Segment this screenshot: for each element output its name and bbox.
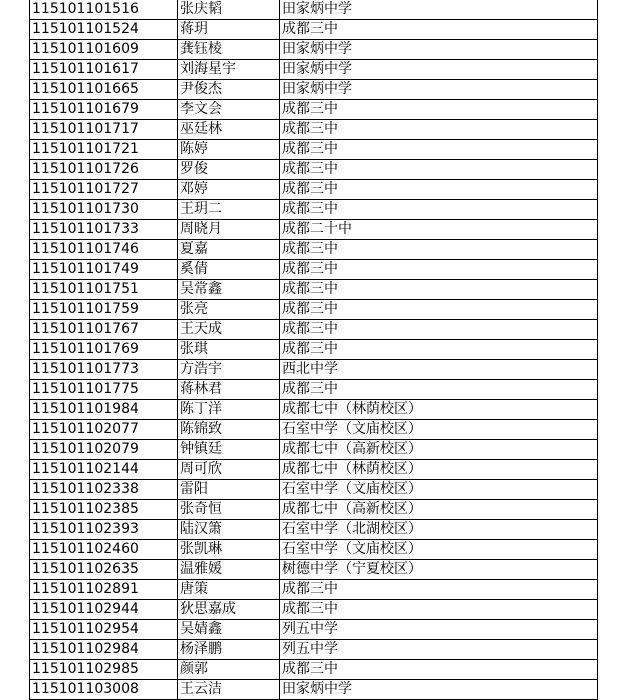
student-name-cell: 蒋林君 xyxy=(178,380,280,400)
table-row xyxy=(30,140,598,160)
school-name-cell: 列五中学 xyxy=(280,620,598,640)
table-row xyxy=(30,60,598,80)
table-row xyxy=(30,360,598,380)
student-name-cell: 张亮 xyxy=(178,300,280,320)
student-table-body xyxy=(30,0,598,700)
table-row xyxy=(30,180,598,200)
student-name-cell: 陈锦致 xyxy=(178,420,280,440)
table-row xyxy=(30,20,598,40)
school-name-cell: 成都三中 xyxy=(280,180,598,200)
exam-number-cell: 115101101769 xyxy=(30,340,178,360)
exam-number-cell: 115101101733 xyxy=(30,220,178,240)
school-name-cell: 成都七中（林荫校区） xyxy=(280,400,598,420)
table-row xyxy=(30,620,598,640)
school-name-cell: 成都三中 xyxy=(280,200,598,220)
student-name-cell: 雷阳 xyxy=(178,480,280,500)
student-name-cell: 周可欣 xyxy=(178,460,280,480)
school-name-cell: 田家炳中学 xyxy=(280,0,598,20)
student-table xyxy=(29,0,598,700)
exam-number-cell: 115101102954 xyxy=(30,620,178,640)
exam-number-cell: 115101102079 xyxy=(30,440,178,460)
exam-number-cell: 115101101516 xyxy=(30,0,178,20)
exam-number-cell: 115101102460 xyxy=(30,540,178,560)
student-name-cell: 颜郭 xyxy=(178,660,280,680)
student-name-cell: 张琪 xyxy=(178,340,280,360)
table-row xyxy=(30,500,598,520)
student-name-cell: 陈婷 xyxy=(178,140,280,160)
table-row xyxy=(30,600,598,620)
school-name-cell: 成都三中 xyxy=(280,240,598,260)
student-name-cell: 龚钰棱 xyxy=(178,40,280,60)
student-name-cell: 钟镇廷 xyxy=(178,440,280,460)
school-name-cell: 成都三中 xyxy=(280,20,598,40)
table-row xyxy=(30,660,598,680)
student-name-cell: 王云洁 xyxy=(178,680,280,700)
school-name-cell: 成都三中 xyxy=(280,160,598,180)
exam-number-cell: 115101102985 xyxy=(30,660,178,680)
table-row xyxy=(30,580,598,600)
student-name-cell: 杨泽鹏 xyxy=(178,640,280,660)
student-name-cell: 刘海星宇 xyxy=(178,60,280,80)
exam-number-cell: 115101101984 xyxy=(30,400,178,420)
exam-number-cell: 115101102144 xyxy=(30,460,178,480)
school-name-cell: 田家炳中学 xyxy=(280,40,598,60)
table-row xyxy=(30,340,598,360)
school-name-cell: 成都七中（林荫校区） xyxy=(280,460,598,480)
school-name-cell: 田家炳中学 xyxy=(280,60,598,80)
student-name-cell: 吴婧鑫 xyxy=(178,620,280,640)
table-row xyxy=(30,440,598,460)
table-row xyxy=(30,540,598,560)
exam-number-cell: 115101102635 xyxy=(30,560,178,580)
school-name-cell: 成都七中（高新校区） xyxy=(280,500,598,520)
school-name-cell: 石室中学（文庙校区） xyxy=(280,420,598,440)
exam-number-cell: 115101101767 xyxy=(30,320,178,340)
student-name-cell: 陆汉箫 xyxy=(178,520,280,540)
table-row xyxy=(30,160,598,180)
student-name-cell: 陈丁洋 xyxy=(178,400,280,420)
exam-number-cell: 115101102393 xyxy=(30,520,178,540)
school-name-cell: 成都三中 xyxy=(280,660,598,680)
table-row xyxy=(30,200,598,220)
table-row xyxy=(30,240,598,260)
exam-number-cell: 115101102077 xyxy=(30,420,178,440)
school-name-cell: 成都三中 xyxy=(280,600,598,620)
table-row xyxy=(30,380,598,400)
exam-number-cell: 115101101665 xyxy=(30,80,178,100)
school-name-cell: 成都三中 xyxy=(280,280,598,300)
exam-number-cell: 115101102984 xyxy=(30,640,178,660)
table-row xyxy=(30,280,598,300)
student-name-cell: 尹俊杰 xyxy=(178,80,280,100)
school-name-cell: 西北中学 xyxy=(280,360,598,380)
exam-number-cell: 115101101726 xyxy=(30,160,178,180)
student-name-cell: 唐策 xyxy=(178,580,280,600)
exam-number-cell: 115101101759 xyxy=(30,300,178,320)
table-row xyxy=(30,40,598,60)
school-name-cell: 树德中学（宁夏校区） xyxy=(280,560,598,580)
exam-number-cell: 115101101746 xyxy=(30,240,178,260)
school-name-cell: 列五中学 xyxy=(280,640,598,660)
school-name-cell: 石室中学（北湖校区） xyxy=(280,520,598,540)
table-row xyxy=(30,100,598,120)
school-name-cell: 成都三中 xyxy=(280,260,598,280)
student-name-cell: 温雅媛 xyxy=(178,560,280,580)
exam-number-cell: 115101102944 xyxy=(30,600,178,620)
exam-number-cell: 115101101773 xyxy=(30,360,178,380)
exam-number-cell: 115101101609 xyxy=(30,40,178,60)
table-row xyxy=(30,420,598,440)
exam-number-cell: 115101101721 xyxy=(30,140,178,160)
student-name-cell: 张庆韬 xyxy=(178,0,280,20)
exam-number-cell: 115101101751 xyxy=(30,280,178,300)
school-name-cell: 成都三中 xyxy=(280,340,598,360)
student-name-cell: 狄思嘉成 xyxy=(178,600,280,620)
student-name-cell: 张奇恒 xyxy=(178,500,280,520)
exam-number-cell: 115101101524 xyxy=(30,20,178,40)
school-name-cell: 成都七中（高新校区） xyxy=(280,440,598,460)
table-row xyxy=(30,640,598,660)
student-name-cell: 张凯琳 xyxy=(178,540,280,560)
school-name-cell: 成都三中 xyxy=(280,320,598,340)
table-row xyxy=(30,400,598,420)
student-name-cell: 夏嘉 xyxy=(178,240,280,260)
school-name-cell: 成都三中 xyxy=(280,380,598,400)
table-row xyxy=(30,320,598,340)
table-row xyxy=(30,520,598,540)
table-row xyxy=(30,260,598,280)
exam-number-cell: 115101101679 xyxy=(30,100,178,120)
student-name-cell: 巫廷林 xyxy=(178,120,280,140)
student-name-cell: 邓婷 xyxy=(178,180,280,200)
table-row xyxy=(30,300,598,320)
exam-number-cell: 115101102385 xyxy=(30,500,178,520)
student-name-cell: 蒋玥 xyxy=(178,20,280,40)
table-row xyxy=(30,220,598,240)
table-row xyxy=(30,460,598,480)
school-name-cell: 成都三中 xyxy=(280,300,598,320)
table-row xyxy=(30,680,598,700)
exam-number-cell: 115101102891 xyxy=(30,580,178,600)
student-name-cell: 王天成 xyxy=(178,320,280,340)
table-row xyxy=(30,480,598,500)
student-name-cell: 方浩宇 xyxy=(178,360,280,380)
exam-number-cell: 115101102338 xyxy=(30,480,178,500)
school-name-cell: 成都三中 xyxy=(280,120,598,140)
table-row xyxy=(30,80,598,100)
school-name-cell: 田家炳中学 xyxy=(280,80,598,100)
school-name-cell: 成都三中 xyxy=(280,140,598,160)
exam-number-cell: 115101101749 xyxy=(30,260,178,280)
student-name-cell: 吴常鑫 xyxy=(178,280,280,300)
school-name-cell: 石室中学（文庙校区） xyxy=(280,480,598,500)
exam-number-cell: 115101101730 xyxy=(30,200,178,220)
exam-number-cell: 115101101727 xyxy=(30,180,178,200)
exam-number-cell: 115101101617 xyxy=(30,60,178,80)
school-name-cell: 成都三中 xyxy=(280,580,598,600)
exam-number-cell: 115101103008 xyxy=(30,680,178,700)
school-name-cell: 石室中学（文庙校区） xyxy=(280,540,598,560)
school-name-cell: 田家炳中学 xyxy=(280,680,598,700)
school-name-cell: 成都三中 xyxy=(280,100,598,120)
school-name-cell: 成都二十中 xyxy=(280,220,598,240)
table-row xyxy=(30,560,598,580)
exam-number-cell: 115101101717 xyxy=(30,120,178,140)
student-name-cell: 王玥二 xyxy=(178,200,280,220)
student-name-cell: 奚倩 xyxy=(178,260,280,280)
student-name-cell: 周晓月 xyxy=(178,220,280,240)
student-name-cell: 罗俊 xyxy=(178,160,280,180)
student-name-cell: 李文会 xyxy=(178,100,280,120)
table-row xyxy=(30,120,598,140)
table-row xyxy=(30,0,598,20)
exam-number-cell: 115101101775 xyxy=(30,380,178,400)
